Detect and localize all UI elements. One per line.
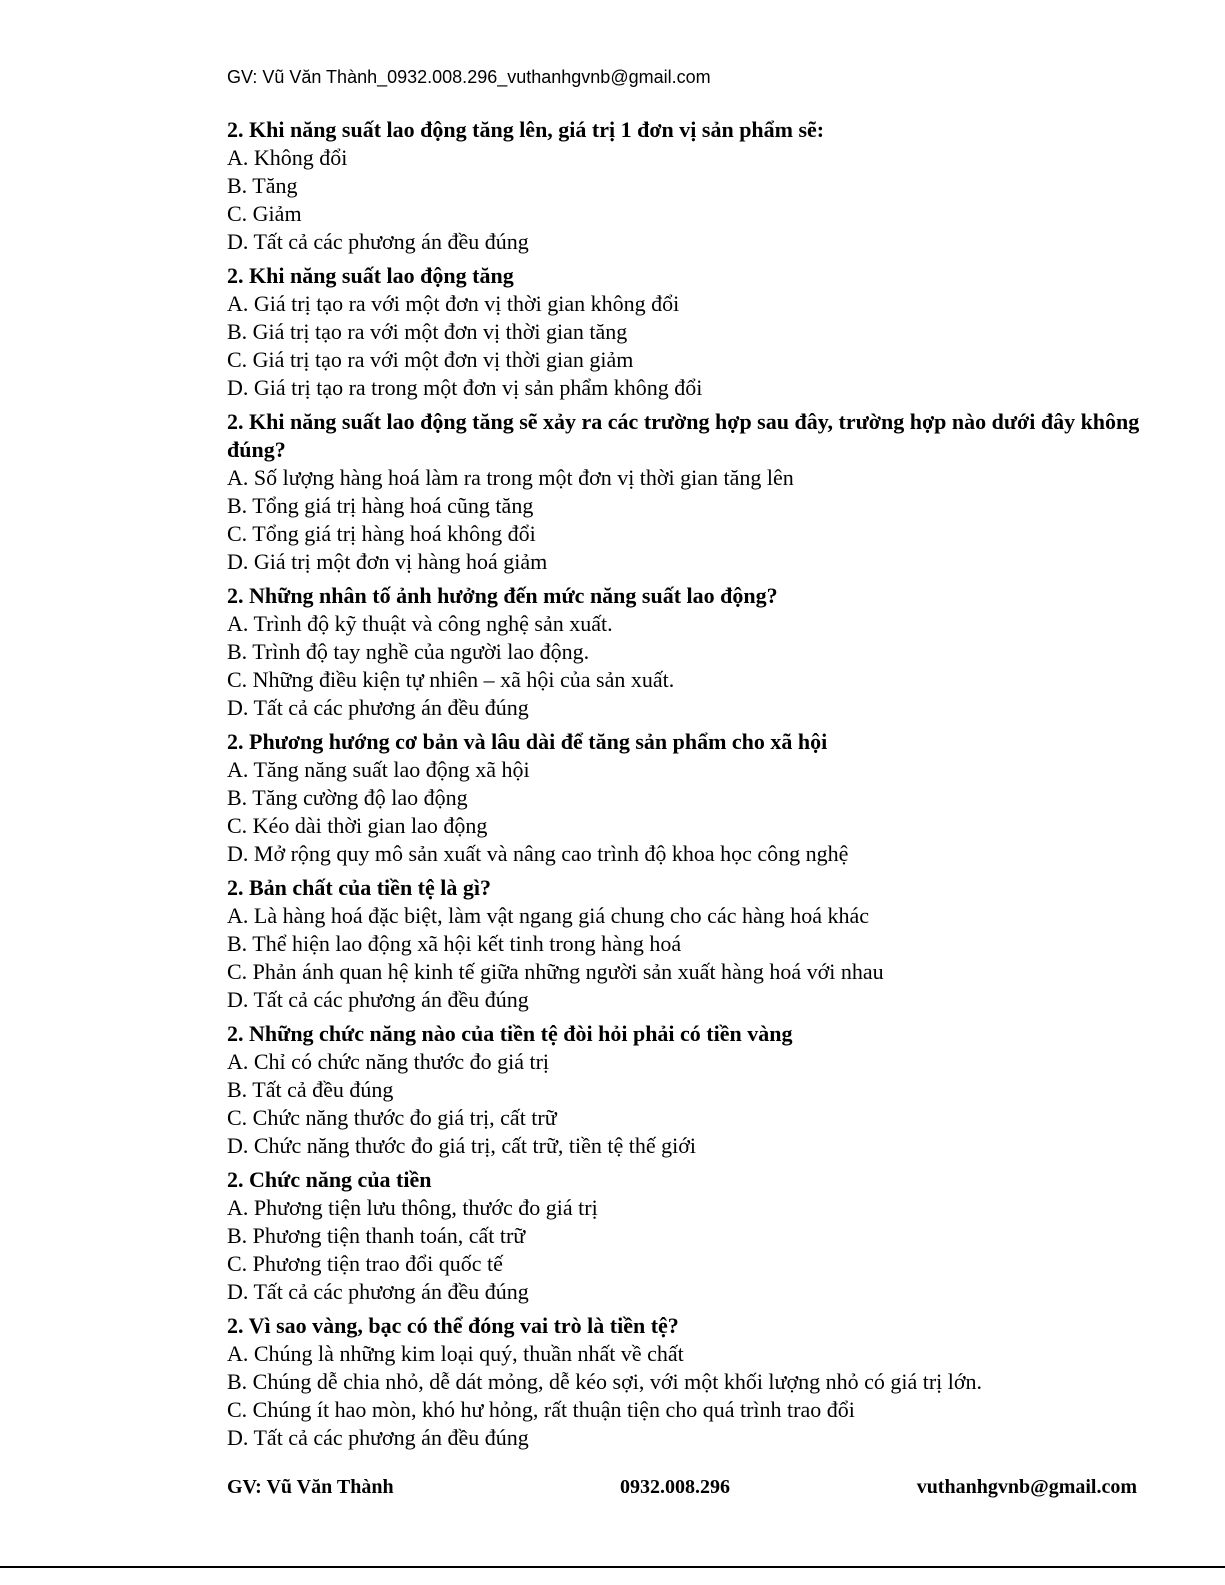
answer-option: B. Tất cả đều đúng xyxy=(227,1077,394,1102)
answer-option: C. Những điều kiện tự nhiên – xã hội của sản xuất. xyxy=(227,667,675,692)
question-title: 2. Những nhân tố ảnh hưởng đến mức năng suất lao động? xyxy=(227,583,778,608)
answer-option: B. Trình độ tay nghề của người lao động. xyxy=(227,639,590,664)
answer-option: A. Không đổi xyxy=(227,145,348,170)
answer-option: A. Trình độ kỹ thuật và công nghệ sản xuất. xyxy=(227,611,613,636)
question-title: 2. Chức năng của tiền xyxy=(227,1167,432,1192)
footer-phone: 0932.008.296 xyxy=(620,1476,730,1498)
answer-option: D. Chức năng thước đo giá trị, cất trữ, tiền tệ thế giới xyxy=(227,1133,696,1158)
question-title: 2. Phương hướng cơ bản và lâu dài để tăng sản phẩm cho xã hội xyxy=(227,729,828,754)
answer-option: C. Phương tiện trao đổi quốc tế xyxy=(227,1251,503,1276)
question-title: 2. Những chức năng nào của tiền tệ đòi hỏi phải có tiền vàng xyxy=(227,1021,793,1046)
question-block xyxy=(227,1312,1157,1452)
question-block xyxy=(227,408,1157,576)
question-list xyxy=(227,116,1157,1452)
answer-option: B. Tăng cường độ lao động xyxy=(227,785,468,810)
question-block xyxy=(227,728,1157,868)
answer-option: B. Tổng giá trị hàng hoá cũng tăng xyxy=(227,493,534,518)
question-block xyxy=(227,1020,1157,1160)
answer-option: C. Giá trị tạo ra với một đơn vị thời gian giảm xyxy=(227,347,634,372)
question-title: 2. Khi năng suất lao động tăng xyxy=(227,263,514,288)
answer-option: A. Tăng năng suất lao động xã hội xyxy=(227,757,530,782)
answer-option: C. Phản ánh quan hệ kinh tế giữa những người sản xuất hàng hoá với nhau xyxy=(227,959,884,984)
answer-option: A. Chúng là những kim loại quý, thuần nhất về chất xyxy=(227,1341,684,1366)
answer-option: D. Tất cả các phương án đều đúng xyxy=(227,229,529,254)
question-title: 2. Khi năng suất lao động tăng lên, giá trị 1 đơn vị sản phẩm sẽ: xyxy=(227,117,825,142)
answer-option: A. Giá trị tạo ra với một đơn vị thời gian không đổi xyxy=(227,291,680,316)
answer-option: D. Tất cả các phương án đều đúng xyxy=(227,695,529,720)
question-block xyxy=(227,874,1157,1014)
answer-option: D. Giá trị tạo ra trong một đơn vị sản phẩm không đổi xyxy=(227,375,703,400)
question-title: 2. Vì sao vàng, bạc có thể đóng vai trò là tiền tệ? xyxy=(227,1313,679,1338)
answer-option: D. Mở rộng quy mô sản xuất và nâng cao trình độ khoa học công nghệ xyxy=(227,841,849,866)
answer-option: A. Phương tiện lưu thông, thước đo giá trị xyxy=(227,1195,598,1220)
answer-option: B. Phương tiện thanh toán, cất trữ xyxy=(227,1223,526,1248)
answer-option: A. Chỉ có chức năng thước đo giá trị xyxy=(227,1049,550,1074)
page-header: GV: Vũ Văn Thành_0932.008.296_vuthanhgvnb@gmail.com xyxy=(227,67,711,87)
answer-option: D. Giá trị một đơn vị hàng hoá giảm xyxy=(227,549,548,574)
question-block xyxy=(227,116,1157,256)
answer-option: C. Tổng giá trị hàng hoá không đổi xyxy=(227,521,536,546)
answer-option: B. Chúng dễ chia nhỏ, dễ dát mỏng, dễ kéo sợi, với một khối lượng nhỏ có giá trị lớn. xyxy=(227,1369,983,1394)
question-block xyxy=(227,1166,1157,1306)
answer-option: C. Kéo dài thời gian lao động xyxy=(227,813,488,838)
answer-option: D. Tất cả các phương án đều đúng xyxy=(227,987,529,1012)
answer-option: B. Giá trị tạo ra với một đơn vị thời gian tăng xyxy=(227,319,628,344)
answer-option: B. Tăng xyxy=(227,173,298,198)
answer-option: A. Là hàng hoá đặc biệt, làm vật ngang giá chung cho các hàng hoá khác xyxy=(227,903,870,928)
answer-option: C. Giảm xyxy=(227,201,302,226)
question-title: 2. Bản chất của tiền tệ là gì? xyxy=(227,875,491,900)
answer-option: D. Tất cả các phương án đều đúng xyxy=(227,1279,529,1304)
answer-option: D. Tất cả các phương án đều đúng xyxy=(227,1425,529,1450)
question-block xyxy=(227,262,1157,402)
footer-teacher-name: GV: Vũ Văn Thành xyxy=(227,1476,394,1498)
page-bottom-divider xyxy=(0,1566,1225,1568)
question-block xyxy=(227,582,1157,722)
footer-email: vuthanhgvnb@gmail.com xyxy=(916,1476,1137,1498)
answer-option: B. Thể hiện lao động xã hội kết tinh trong hàng hoá xyxy=(227,931,682,956)
question-title: 2. Khi năng suất lao động tăng sẽ xảy ra các trường hợp sau đây, trường hợp nào dưới đây không đúng? xyxy=(227,409,1140,462)
answer-option: A. Số lượng hàng hoá làm ra trong một đơn vị thời gian tăng lên xyxy=(227,465,794,490)
answer-option: C. Chúng ít hao mòn, khó hư hỏng, rất thuận tiện cho quá trình trao đổi xyxy=(227,1397,855,1422)
answer-option: C. Chức năng thước đo giá trị, cất trữ xyxy=(227,1105,557,1130)
